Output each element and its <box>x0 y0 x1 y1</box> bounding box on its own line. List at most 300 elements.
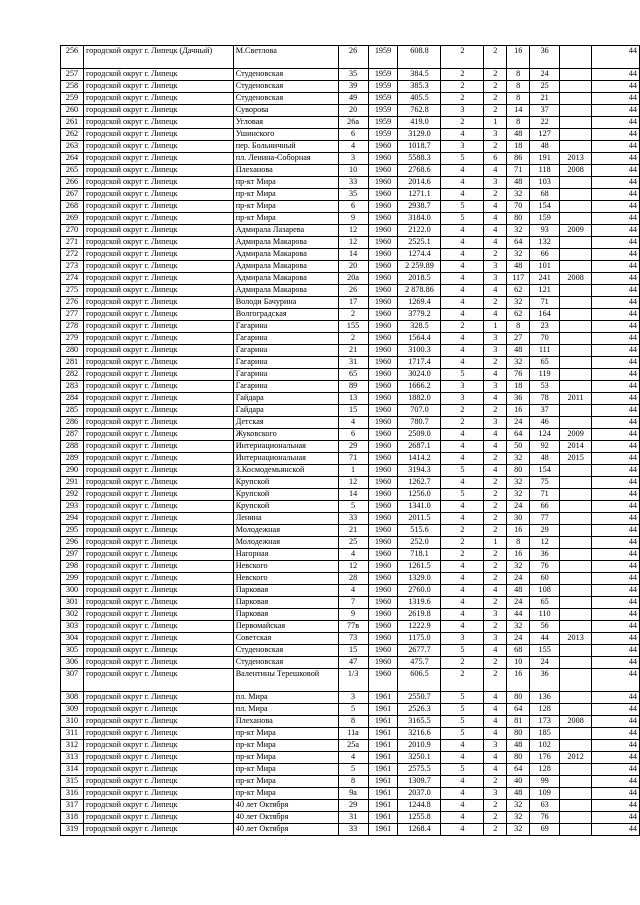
table-row <box>61 645 640 657</box>
repair-year-cell <box>560 621 592 633</box>
area-cell: 780.7 <box>398 417 441 429</box>
floors-cell: 2 <box>441 69 484 81</box>
house-number-cell: 26 <box>338 46 368 69</box>
entrances-cell: 2 <box>484 621 507 633</box>
house-number-cell: 6 <box>338 429 368 441</box>
repair-year-cell <box>560 477 592 489</box>
municipality-cell: городской округ г. Липецк <box>83 716 233 728</box>
residents-cell: 136 <box>530 692 560 704</box>
area-cell: 608.8 <box>398 46 441 69</box>
area-cell: 2014.6 <box>398 177 441 189</box>
house-number-cell: 20 <box>338 261 368 273</box>
residents-cell: 65 <box>530 597 560 609</box>
table-row <box>61 788 640 800</box>
apartments-cell: 48 <box>507 740 530 752</box>
street-cell: Студеновская <box>233 93 338 105</box>
residents-cell: 127 <box>530 129 560 141</box>
floors-cell: 4 <box>441 453 484 465</box>
row-number-cell: 312 <box>61 740 84 752</box>
municipality-cell: городской округ г. Липецк <box>83 261 233 273</box>
street-cell: Жуковского <box>233 429 338 441</box>
floors-cell: 3 <box>441 141 484 153</box>
house-number-cell: 20 <box>338 105 368 117</box>
rating-cell: 44 <box>592 704 640 716</box>
municipality-cell: городской округ г. Липецк <box>83 561 233 573</box>
rating-cell: 44 <box>592 573 640 585</box>
house-number-cell: 4 <box>338 585 368 597</box>
residents-cell: 21 <box>530 93 560 105</box>
rating-cell: 44 <box>592 728 640 740</box>
table-row <box>61 153 640 165</box>
table-row <box>61 657 640 669</box>
build-year-cell: 1960 <box>368 417 398 429</box>
apartments-cell: 48 <box>507 177 530 189</box>
entrances-cell: 2 <box>484 597 507 609</box>
municipality-cell: городской округ г. Липецк <box>83 129 233 141</box>
floors-cell: 4 <box>441 285 484 297</box>
house-number-cell: 4 <box>338 549 368 561</box>
entrances-cell: 4 <box>484 704 507 716</box>
house-number-cell: 11а <box>338 728 368 740</box>
house-number-cell: 29 <box>338 800 368 812</box>
street-cell: Гагарина <box>233 345 338 357</box>
street-cell: пл. Мира <box>233 704 338 716</box>
build-year-cell: 1961 <box>368 752 398 764</box>
municipality-cell: городской округ г. Липецк <box>83 237 233 249</box>
house-number-cell: 33 <box>338 177 368 189</box>
residents-cell: 108 <box>530 585 560 597</box>
table-row <box>61 609 640 621</box>
row-number-cell: 278 <box>61 321 84 333</box>
build-year-cell: 1960 <box>368 225 398 237</box>
residents-cell: 75 <box>530 477 560 489</box>
house-number-cell: 5 <box>338 501 368 513</box>
floors-cell: 4 <box>441 573 484 585</box>
table-row <box>61 537 640 549</box>
apartments-cell: 80 <box>507 213 530 225</box>
area-cell: 2526.3 <box>398 704 441 716</box>
residents-cell: 185 <box>530 728 560 740</box>
street-cell: Крупской <box>233 489 338 501</box>
residents-cell: 132 <box>530 237 560 249</box>
entrances-cell: 3 <box>484 333 507 345</box>
street-cell: З.Космодемьянской <box>233 465 338 477</box>
row-number-cell: 317 <box>61 800 84 812</box>
area-cell: 2677.7 <box>398 645 441 657</box>
table-row <box>61 117 640 129</box>
residents-cell: 36 <box>530 549 560 561</box>
floors-cell: 2 <box>441 117 484 129</box>
area-cell: 2011.5 <box>398 513 441 525</box>
build-year-cell: 1961 <box>368 704 398 716</box>
municipality-cell: городской округ г. Липецк <box>83 513 233 525</box>
row-number-cell: 311 <box>61 728 84 740</box>
rating-cell: 44 <box>592 669 640 692</box>
entrances-cell: 2 <box>484 657 507 669</box>
rating-cell: 44 <box>592 453 640 465</box>
street-cell: Студеновская <box>233 69 338 81</box>
house-number-cell: 73 <box>338 633 368 645</box>
municipality-cell: городской округ г. Липецк <box>83 429 233 441</box>
build-year-cell: 1960 <box>368 309 398 321</box>
apartments-cell: 32 <box>507 249 530 261</box>
street-cell: Гагарина <box>233 357 338 369</box>
rating-cell: 44 <box>592 549 640 561</box>
build-year-cell: 1960 <box>368 513 398 525</box>
rating-cell: 44 <box>592 417 640 429</box>
row-number-cell: 290 <box>61 465 84 477</box>
residents-cell: 12 <box>530 537 560 549</box>
municipality-cell: городской округ г. Липецк <box>83 657 233 669</box>
street-cell: Адмирала Лазарева <box>233 225 338 237</box>
build-year-cell: 1960 <box>368 549 398 561</box>
house-number-cell: 9 <box>338 213 368 225</box>
street-cell: Крупской <box>233 477 338 489</box>
table-row <box>61 465 640 477</box>
house-number-cell: 65 <box>338 369 368 381</box>
apartments-cell: 24 <box>507 597 530 609</box>
build-year-cell: 1960 <box>368 201 398 213</box>
repair-year-cell <box>560 489 592 501</box>
area-cell: 606.5 <box>398 669 441 692</box>
table-row <box>61 189 640 201</box>
floors-cell: 4 <box>441 297 484 309</box>
table-row <box>61 585 640 597</box>
street-cell: Суворова <box>233 105 338 117</box>
residents-cell: 128 <box>530 704 560 716</box>
residents-cell: 44 <box>530 633 560 645</box>
build-year-cell: 1960 <box>368 273 398 285</box>
entrances-cell: 3 <box>484 788 507 800</box>
municipality-cell: городской округ г. Липецк <box>83 93 233 105</box>
rating-cell: 44 <box>592 333 640 345</box>
area-cell: 5588.3 <box>398 153 441 165</box>
entrances-cell: 4 <box>484 645 507 657</box>
table-row <box>61 549 640 561</box>
apartments-cell: 80 <box>507 752 530 764</box>
build-year-cell: 1960 <box>368 609 398 621</box>
row-number-cell: 260 <box>61 105 84 117</box>
table-row <box>61 225 640 237</box>
entrances-cell: 4 <box>484 393 507 405</box>
municipality-cell: городской округ г. Липецк <box>83 285 233 297</box>
municipality-cell: городской округ г. Липецк <box>83 752 233 764</box>
entrances-cell: 4 <box>484 585 507 597</box>
house-number-cell: 35 <box>338 189 368 201</box>
row-number-cell: 277 <box>61 309 84 321</box>
repair-year-cell <box>560 513 592 525</box>
street-cell: Интернациональная <box>233 441 338 453</box>
build-year-cell: 1960 <box>368 261 398 273</box>
street-cell: Советская <box>233 633 338 645</box>
table-row <box>61 93 640 105</box>
row-number-cell: 293 <box>61 501 84 513</box>
entrances-cell: 4 <box>484 441 507 453</box>
row-number-cell: 298 <box>61 561 84 573</box>
row-number-cell: 304 <box>61 633 84 645</box>
row-number-cell: 315 <box>61 776 84 788</box>
apartments-cell: 32 <box>507 800 530 812</box>
build-year-cell: 1960 <box>368 453 398 465</box>
build-year-cell: 1960 <box>368 213 398 225</box>
rating-cell: 44 <box>592 537 640 549</box>
table-row <box>61 489 640 501</box>
table-row <box>61 477 640 489</box>
apartments-cell: 50 <box>507 441 530 453</box>
house-number-cell: 2 <box>338 309 368 321</box>
row-number-cell: 282 <box>61 369 84 381</box>
area-cell: 3165.5 <box>398 716 441 728</box>
area-cell: 252.0 <box>398 537 441 549</box>
build-year-cell: 1959 <box>368 129 398 141</box>
residents-cell: 241 <box>530 273 560 285</box>
street-cell: Крупской <box>233 501 338 513</box>
house-number-cell: 4 <box>338 752 368 764</box>
floors-cell: 4 <box>441 273 484 285</box>
area-cell: 2768.6 <box>398 165 441 177</box>
residents-cell: 118 <box>530 165 560 177</box>
street-cell: Угловая <box>233 117 338 129</box>
apartments-cell: 32 <box>507 477 530 489</box>
residents-cell: 78 <box>530 393 560 405</box>
street-cell: Парковая <box>233 585 338 597</box>
apartments-cell: 16 <box>507 405 530 417</box>
row-number-cell: 318 <box>61 812 84 824</box>
floors-cell: 4 <box>441 429 484 441</box>
row-number-cell: 262 <box>61 129 84 141</box>
rating-cell: 44 <box>592 752 640 764</box>
apartments-cell: 18 <box>507 141 530 153</box>
row-number-cell: 269 <box>61 213 84 225</box>
repair-year-cell: 2009 <box>560 225 592 237</box>
table-row <box>61 273 640 285</box>
area-cell: 328.5 <box>398 321 441 333</box>
municipality-cell: городской округ г. Липецк <box>83 764 233 776</box>
repair-year-cell <box>560 69 592 81</box>
apartments-cell: 32 <box>507 489 530 501</box>
row-number-cell: 292 <box>61 489 84 501</box>
house-number-cell: 155 <box>338 321 368 333</box>
build-year-cell: 1960 <box>368 585 398 597</box>
repair-year-cell <box>560 645 592 657</box>
house-number-cell: 33 <box>338 824 368 836</box>
repair-year-cell <box>560 704 592 716</box>
entrances-cell: 4 <box>484 429 507 441</box>
street-cell: Плеханова <box>233 165 338 177</box>
area-cell: 1341.0 <box>398 501 441 513</box>
row-number-cell: 301 <box>61 597 84 609</box>
apartments-cell: 80 <box>507 692 530 704</box>
apartments-cell: 64 <box>507 764 530 776</box>
area-cell: 707.0 <box>398 405 441 417</box>
table-row <box>61 357 640 369</box>
house-number-cell: 1 <box>338 465 368 477</box>
repair-year-cell <box>560 669 592 692</box>
rating-cell: 44 <box>592 824 640 836</box>
row-number-cell: 287 <box>61 429 84 441</box>
table-row <box>61 129 640 141</box>
build-year-cell: 1961 <box>368 800 398 812</box>
residents-cell: 111 <box>530 345 560 357</box>
rating-cell: 44 <box>592 405 640 417</box>
residents-cell: 24 <box>530 657 560 669</box>
apartments-cell: 64 <box>507 429 530 441</box>
street-cell: Молодежная <box>233 537 338 549</box>
street-cell: Парковая <box>233 609 338 621</box>
build-year-cell: 1959 <box>368 93 398 105</box>
table-row <box>61 764 640 776</box>
repair-year-cell <box>560 117 592 129</box>
repair-year-cell: 2015 <box>560 453 592 465</box>
residents-cell: 48 <box>530 453 560 465</box>
municipality-cell: городской округ г. Липецк <box>83 585 233 597</box>
apartments-cell: 32 <box>507 357 530 369</box>
entrances-cell: 4 <box>484 465 507 477</box>
table-row <box>61 213 640 225</box>
repair-year-cell <box>560 824 592 836</box>
residents-cell: 124 <box>530 429 560 441</box>
house-number-cell: 3 <box>338 692 368 704</box>
municipality-cell: городской округ г. Липецк <box>83 441 233 453</box>
repair-year-cell <box>560 177 592 189</box>
repair-year-cell <box>560 237 592 249</box>
apartments-cell: 48 <box>507 788 530 800</box>
row-number-cell: 319 <box>61 824 84 836</box>
apartments-cell: 8 <box>507 117 530 129</box>
house-number-cell: 7 <box>338 597 368 609</box>
street-cell: Молодежная <box>233 525 338 537</box>
municipality-cell: городской округ г. Липецк <box>83 728 233 740</box>
rating-cell: 44 <box>592 740 640 752</box>
rating-cell: 44 <box>592 609 640 621</box>
rating-cell: 44 <box>592 716 640 728</box>
entrances-cell: 4 <box>484 692 507 704</box>
residents-cell: 36 <box>530 669 560 692</box>
entrances-cell: 2 <box>484 513 507 525</box>
house-number-cell: 14 <box>338 249 368 261</box>
entrances-cell: 4 <box>484 213 507 225</box>
build-year-cell: 1961 <box>368 740 398 752</box>
floors-cell: 5 <box>441 369 484 381</box>
entrances-cell: 4 <box>484 752 507 764</box>
apartments-cell: 14 <box>507 105 530 117</box>
table-row <box>61 297 640 309</box>
repair-year-cell <box>560 201 592 213</box>
area-cell: 2122.0 <box>398 225 441 237</box>
apartments-cell: 117 <box>507 273 530 285</box>
floors-cell: 4 <box>441 513 484 525</box>
build-year-cell: 1961 <box>368 728 398 740</box>
rating-cell: 44 <box>592 189 640 201</box>
entrances-cell: 2 <box>484 297 507 309</box>
entrances-cell: 2 <box>484 501 507 513</box>
rating-cell: 44 <box>592 165 640 177</box>
municipality-cell: городской округ г. Липецк <box>83 417 233 429</box>
residents-cell: 66 <box>530 501 560 513</box>
repair-year-cell <box>560 81 592 93</box>
house-number-cell: 25а <box>338 740 368 752</box>
table-row <box>61 345 640 357</box>
apartments-cell: 62 <box>507 309 530 321</box>
area-cell: 3194.3 <box>398 465 441 477</box>
house-number-cell: 13 <box>338 393 368 405</box>
apartments-cell: 48 <box>507 585 530 597</box>
street-cell: Валентины Терешковой <box>233 669 338 692</box>
table-row <box>61 81 640 93</box>
row-number-cell: 265 <box>61 165 84 177</box>
entrances-cell: 2 <box>484 573 507 585</box>
house-number-cell: 6 <box>338 129 368 141</box>
build-year-cell: 1960 <box>368 189 398 201</box>
build-year-cell: 1960 <box>368 405 398 417</box>
municipality-cell: городской округ г. Липецк <box>83 704 233 716</box>
rating-cell: 44 <box>592 213 640 225</box>
municipality-cell: городской округ г. Липецк <box>83 69 233 81</box>
area-cell: 1274.4 <box>398 249 441 261</box>
area-cell: 2550.7 <box>398 692 441 704</box>
build-year-cell: 1960 <box>368 489 398 501</box>
rating-cell: 44 <box>592 525 640 537</box>
table-row <box>61 728 640 740</box>
house-number-cell: 12 <box>338 477 368 489</box>
municipality-cell: городской округ г. Липецк <box>83 609 233 621</box>
house-number-cell: 2 <box>338 333 368 345</box>
apartments-cell: 8 <box>507 321 530 333</box>
repair-year-cell <box>560 141 592 153</box>
municipality-cell: городской округ г. Липецк <box>83 776 233 788</box>
floors-cell: 5 <box>441 153 484 165</box>
municipality-cell: городской округ г. Липецк <box>83 357 233 369</box>
floors-cell: 4 <box>441 333 484 345</box>
table-row <box>61 812 640 824</box>
apartments-cell: 16 <box>507 669 530 692</box>
residents-cell: 25 <box>530 81 560 93</box>
residents-cell: 173 <box>530 716 560 728</box>
floors-cell: 4 <box>441 609 484 621</box>
repair-year-cell: 2011 <box>560 393 592 405</box>
residents-cell: 71 <box>530 489 560 501</box>
entrances-cell: 3 <box>484 609 507 621</box>
house-number-cell: 5 <box>338 764 368 776</box>
floors-cell: 4 <box>441 824 484 836</box>
municipality-cell: городской округ г. Липецк <box>83 369 233 381</box>
entrances-cell: 2 <box>484 405 507 417</box>
rating-cell: 44 <box>592 633 640 645</box>
house-number-cell: 5 <box>338 704 368 716</box>
area-cell: 515.6 <box>398 525 441 537</box>
row-number-cell: 305 <box>61 645 84 657</box>
rating-cell: 44 <box>592 357 640 369</box>
row-number-cell: 268 <box>61 201 84 213</box>
table-row <box>61 285 640 297</box>
municipality-cell: городской округ г. Липецк <box>83 477 233 489</box>
table-row <box>61 621 640 633</box>
table-row <box>61 824 640 836</box>
house-number-cell: 35 <box>338 69 368 81</box>
row-number-cell: 302 <box>61 609 84 621</box>
floors-cell: 4 <box>441 776 484 788</box>
house-number-cell: 12 <box>338 237 368 249</box>
apartments-cell: 40 <box>507 776 530 788</box>
house-number-cell: 47 <box>338 657 368 669</box>
repair-year-cell: 2008 <box>560 716 592 728</box>
row-number-cell: 314 <box>61 764 84 776</box>
repair-year-cell <box>560 609 592 621</box>
residents-cell: 155 <box>530 645 560 657</box>
residents-cell: 109 <box>530 788 560 800</box>
entrances-cell: 3 <box>484 417 507 429</box>
build-year-cell: 1960 <box>368 345 398 357</box>
